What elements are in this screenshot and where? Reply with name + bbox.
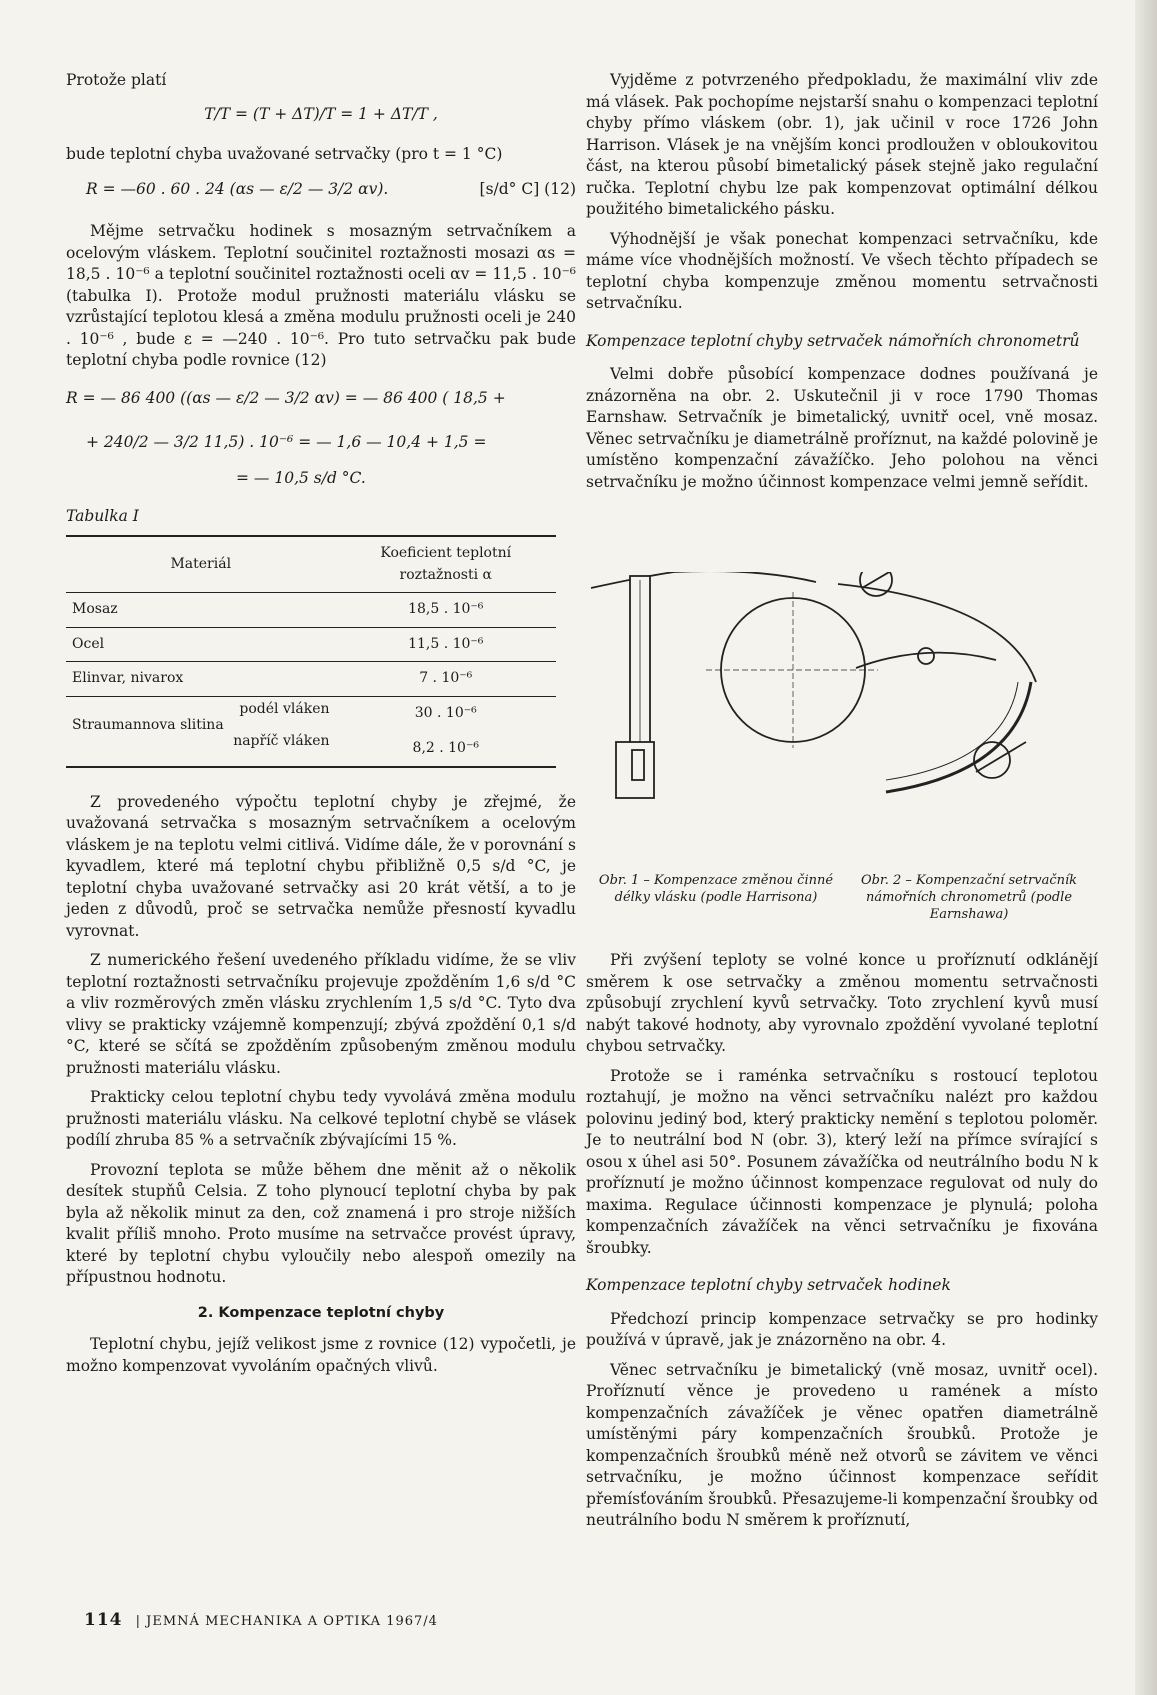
value-across: 8,2 . 10⁻⁶ — [412, 740, 479, 756]
value-along: 30 . 10⁻⁶ — [414, 704, 477, 721]
equation-text: R = —60 . 60 . 24 (αs — ε/2 — 3/2 αv). — [86, 180, 389, 198]
paragraph: Mějme setrvačku hodinek s mosazným setrvačníkem a ocelovým vláskem. Teplotní součinitel roztažnosti mosazi αs = 18,5 . 10⁻⁶ a teplotní součinitel roztažnosti oceli αv = 11,5 . 10⁻⁶ (tabulka I). Protože modul pružnosti materiálu vlásku se vzrůstající teplotou klesá a změna modulu pružnosti oceli je 240 . 10⁻⁶ , bude ε = —240 . 10⁻⁶. Pro tuto setrvačku pak bude teplotní chyba podle rovnice (12) — [66, 222, 576, 369]
header-material: Materiál — [66, 536, 336, 593]
cell-value — [336, 696, 557, 767]
figure-1-caption: Obr. 1 – Kompenzace změnou činné délky vlásku (podle Harrisona) — [598, 873, 834, 905]
equation-3b — [66, 432, 576, 458]
right-column — [586, 70, 1098, 501]
paragraph: Prakticky celou teplotní chybu tedy vyvolává změna modulu pružnosti materiálu vlásku. Na celkové teplotní chybě se vlásek podílí zhruba 85 % a setrvačník zbývajícími 15 %. — [66, 1088, 576, 1149]
separator: | — [135, 1614, 142, 1629]
paragraph: Protože se i raménka setrvačníku s rostoucí teplotou roztahují, je možno na věnci setrvačníku nalézt pro každou polovinu jediný bod, který prakticky nemění s teplotou poloměr. Je to neutrální bod N (obr. 3), který leží na přímce svírající s osou x úhel asi 50°. Posunem závažíčka od neutrálního bodu N k proříznutí je možno účinnost kompenzace regulovat od nuly do maxima. Regulace účinnosti kompenzace je plynulá; poloha kompenzačních závažíček na věnci setrvačníku je fixována šroubky. — [586, 1066, 1098, 1257]
equation-1 — [66, 104, 576, 130]
cell-value: 7 . 10⁻⁶ — [336, 662, 557, 697]
right-column-lower — [586, 950, 1098, 1540]
subsection-heading: Kompenzace teplotní chyby setrvaček námořních chronometrů — [586, 331, 1080, 350]
equation-3a — [66, 388, 576, 414]
paragraph: Teplotní chybu, jejíž velikost jsme z rovnice (12) vypočetli, je možno kompenzovat vyvoláním opačných vlivů. — [66, 1335, 576, 1375]
paragraph: Protože platí — [66, 71, 167, 89]
figure-1-drawing — [591, 572, 878, 798]
left-column — [66, 70, 576, 1385]
table-title: Tabulka I — [66, 506, 139, 525]
paragraph: Při zvýšení teploty se volné konce u proříznutí odklánějí směrem k ose setrvačky a změnou momentu setrvačnosti způsobují zrychlení kyvů setrvačky. Toto zrychlení kyvů musí nabýt takové hodnoty, aby vyrovnalo zpoždění vyvolané teplotní chybou setrvačky. — [586, 951, 1098, 1055]
equation-text: T/T = (T + ΔT)/T = 1 + ΔT/T , — [204, 104, 438, 123]
figures-1-2 — [586, 572, 1098, 872]
subrow-along: podél vláken — [239, 700, 330, 717]
paragraph: Z provedeného výpočtu teplotní chyby je zřejmé, že uvažovaná setrvačka s mosazným setrvačníkem a ocelovým vláskem je na teplotu velmi citlivá. Vidíme dále, že v porovnání s kyvadlem, které má teplotní chybu přibližně 0,5 s/d °C, je teplotní chyba uvažované setrvačky asi 20 krát větší, a to je jeden z důvodů, proč se setrvačka nemůže přesností kyvadlu vyrovnat. — [66, 792, 576, 940]
figure-2-drawing — [838, 572, 1036, 792]
table-row — [66, 662, 556, 697]
cell-material: Mosaz — [66, 593, 336, 628]
table-header-row — [66, 536, 556, 593]
page-number: 114 — [84, 1610, 123, 1630]
paragraph: Provozní teplota se může během dne měnit až o několik desítek stupňů Celsia. Z toho plynoucí teplotní chyba by pak byla až několik minut za den, což znamená i pro stroje nižších kvalit příliš mnoho. Proto musíme na setrvačce provést úpravy, které by teplotní chybu vyloučily nebo alespoň omezily na přípustnou hodnotu. — [66, 1160, 576, 1286]
equation-text: = — 10,5 s/d °C. — [236, 468, 366, 487]
paragraph: Z numerického řešení uvedeného příkladu vidíme, že se vliv teplotní roztažnosti setrvačníku projevuje zpožděním 1,6 s/d °C a vliv rozměrových změn vlásku zrychlením 1,5 s/d °C. Tyto dva vlivy se prakticky vzájemně kompenzují; zbývá zpoždění 0,1 s/d °C, které se sčítá se zpožděním způsobeným změnou modulu pružnosti materiálu vlásku. — [66, 951, 576, 1077]
paragraph: Předchozí princip kompenzace setrvačky se pro hodinky používá v úpravě, jak je znázorněno na obr. 4. — [586, 1309, 1098, 1349]
cell-material: Ocel — [66, 627, 336, 662]
subsection-heading: Kompenzace teplotní chyby setrvaček hodinek — [586, 1276, 951, 1294]
cell-material — [66, 696, 336, 767]
equation-12 — [66, 179, 576, 205]
cell-value: 18,5 . 10⁻⁶ — [336, 593, 557, 628]
materials-table — [66, 535, 556, 768]
table-row — [66, 696, 556, 767]
section-heading: 2. Kompenzace teplotní chyby — [197, 1304, 445, 1321]
subrow-across: napříč vláken — [233, 732, 330, 749]
cell-material: Elinvar, nivarox — [66, 662, 336, 697]
alloy-name: Straumannova slitina — [72, 716, 224, 733]
table-row — [66, 593, 556, 628]
equation-number: [s/d° C] (12) — [479, 180, 576, 198]
equation-text: + 240/2 — 3/2 11,5) . 10⁻⁶ = — 1,6 — 10,4 + 1,5 = — [86, 432, 487, 451]
equation-text: R = — 86 400 ((αs — ε/2 — 3/2 αv) = — 86 400 ( 18,5 + — [66, 388, 506, 407]
equation-3c — [66, 468, 576, 494]
paragraph: Výhodnější je však ponechat kompenzaci setrvačníku, kde máme více vhodnějších možností. Ve všech těchto případech se teplotní chyba kompenzuje změnou momentu setrvačnosti setrvačníku. — [586, 229, 1098, 312]
paragraph: Velmi dobře působící kompenzace dodnes používaná je znázorněna na obr. 2. Uskutečnil ji v roce 1790 Thomas Earnshaw. Setrvačník je bimetalický, uvnitř ocel, vně mosaz. Věnec setrvačníku je diametrálně proříznut, na každé polovině je umístěno kompenzační závažíčko. Jeho polohou na věnci setrvačníku je možno účinnost kompenzace velmi jemně seřídit. — [586, 365, 1098, 491]
paragraph: Věnec setrvačníku je bimetalický (vně mosaz, uvnitř ocel). Proříznutí věnce je provedeno u ramének a místo kompenzačních závažíček je věnec opatřen diametrálně umístěnými páry kompenzačních šroubků. Protože je kompenzačních šroubků méně než otvorů se závitem ve věnci setrvačníku, je možno účinnost kompenzace seřídit přemísťováním šroubků. Přesazujeme-li kompenzační šroubky od neutrálního bodu N směrem k proříznutí, — [586, 1360, 1098, 1529]
paragraph: bude teplotní chyba uvažované setrvačky (pro t = 1 °C) — [66, 144, 503, 163]
cell-value: 11,5 . 10⁻⁶ — [336, 627, 557, 662]
page-edge-shadow — [1135, 0, 1157, 1695]
journal-name: JEMNÁ MECHANIKA A OPTIKA 1967/4 — [146, 1614, 438, 1629]
figure-2-caption: Obr. 2 – Kompenzační setrvačník námořních chronometrů (podle Earnshawa) — [860, 873, 1078, 922]
table-row — [66, 627, 556, 662]
header-coefficient: Koeficient teplotní roztažnosti α — [336, 536, 557, 593]
paragraph: Vyjděme z potvrzeného předpokladu, že maximální vliv zde má vlásek. Pak pochopíme nejstarší snahu o kompenzaci teplotní chyby přímo vláskem (obr. 1), jak učinil v roce 1726 John Harrison. Vlásek je na vnějším konci prodloužen v obloukovitou část, na kterou působí bimetalický pásek stejně jako regulační ručka. Teplotní chybu lze pak kompenzovat optimální délkou použitého bimetalického pásku. — [586, 71, 1098, 218]
page-footer — [84, 1610, 438, 1630]
